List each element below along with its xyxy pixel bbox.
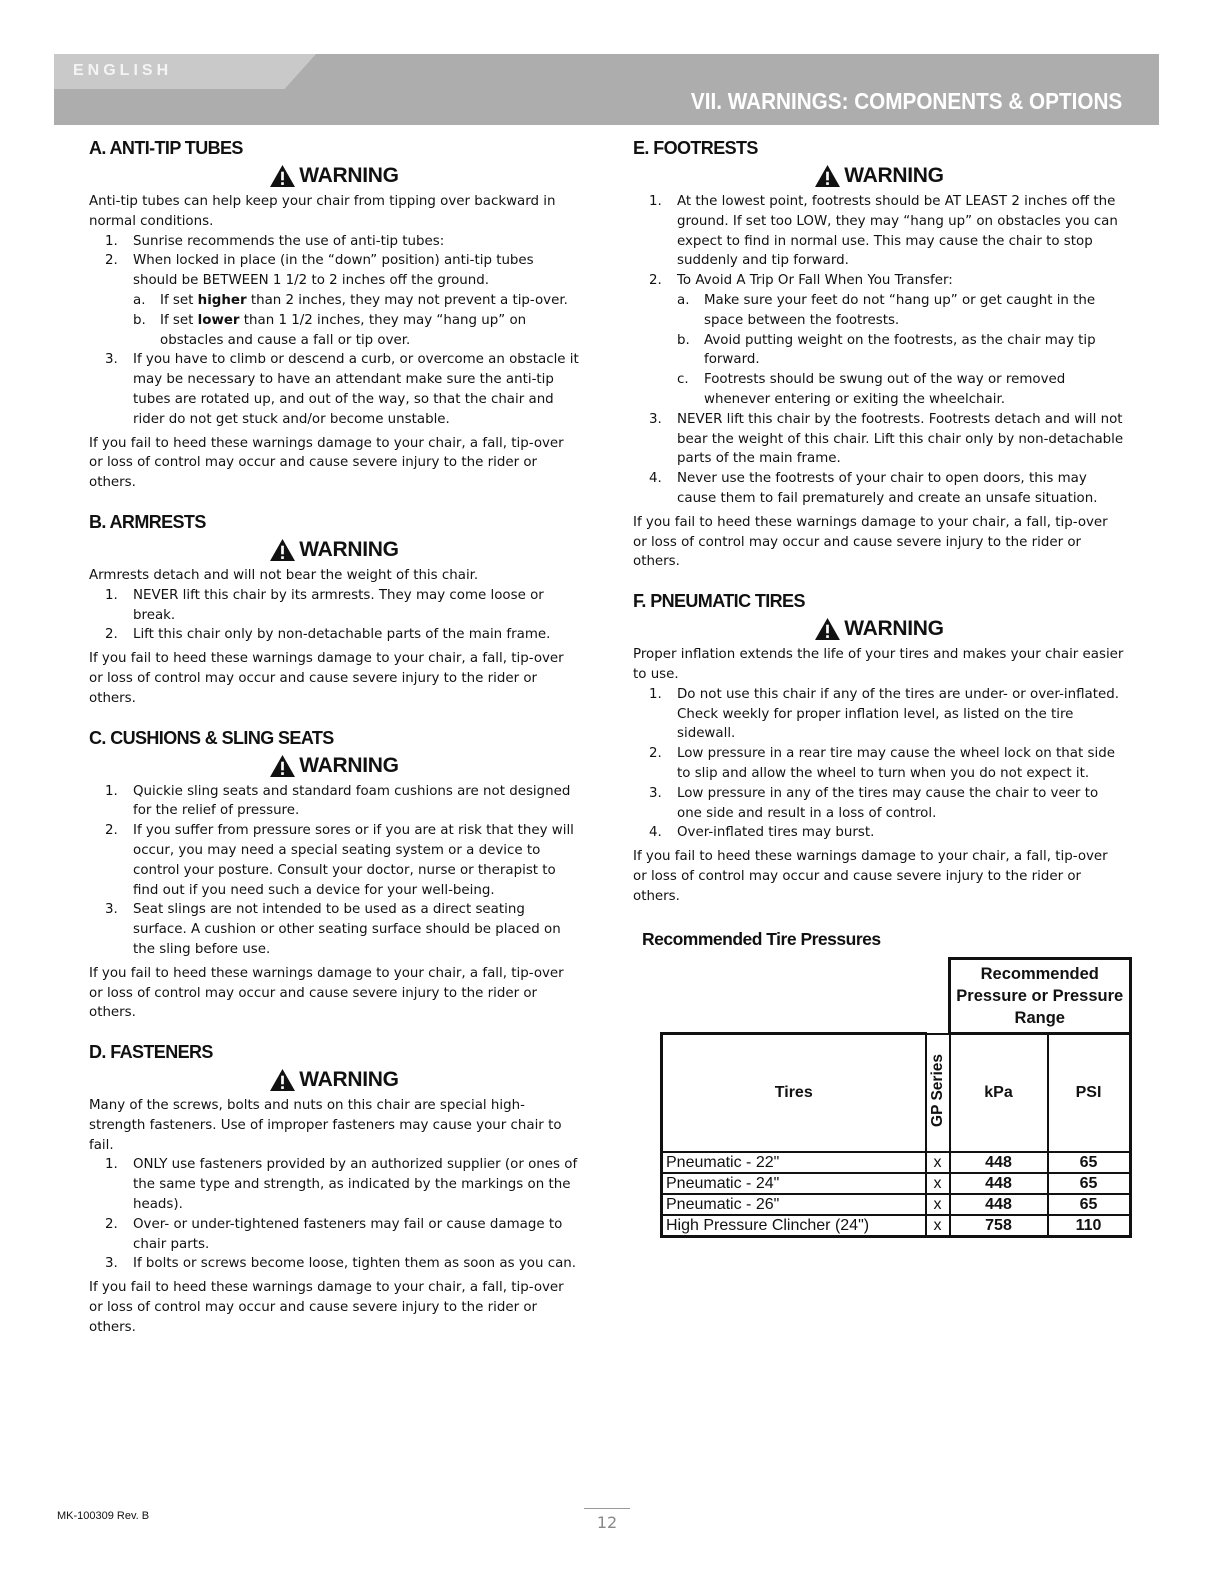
warning-banner [89, 538, 579, 562]
section-heading: E. FOOTRESTS [633, 138, 758, 158]
warning-label: WARNING [299, 538, 399, 562]
page-number: 12 [584, 1508, 630, 1532]
section-armrests [89, 510, 579, 709]
warning-triangle-icon [269, 754, 296, 778]
list-item: 2. When locked in place (in the “down” position) anti-tip tubes should be BETWEEN 1 1/2 to 2 inches off the ground. a. If set higher than 2 inches, they may not prevent a tip-over. b. If set lower than 1 1/2 inches, they may “hang up” on obstacles and cause a fall or tip over. [89, 251, 579, 350]
section-intro: Armrests detach and will not bear the weight of this chair. [89, 567, 479, 583]
column-header-psi: PSI [1048, 1034, 1131, 1153]
warning-triangle-icon [814, 617, 841, 641]
consequence-text: If you fail to heed these warnings damage to your chair, a fall, tip-over or loss of control may occur and cause severe injury to the rider or others. [633, 514, 1108, 570]
section-heading: D. FASTENERS [89, 1042, 213, 1063]
warning-label: WARNING [299, 753, 399, 777]
warning-banner [89, 1068, 579, 1092]
section-anti-tip-tubes [89, 136, 579, 493]
list-item: 2. If you suffer from pressure sores or if you are at risk that they will occur, you may need a special seating system or a device to control your posture. Consult your doctor, nurse or therapist to find out if you need such a device for your well-being. [105, 823, 574, 898]
language-label: ENGLISH [73, 62, 173, 79]
list-item: 3. If you have to climb or descend a curb, or overcome an obstacle it may be necessary to have an attendant make sure the anti-tip tubes are rotated up, and out of the way, so that the chair and rider do not get stuck and/or become unstable. [105, 352, 579, 427]
section-heading: B. ARMRESTS [89, 511, 206, 532]
left-column [89, 136, 579, 1338]
sub-list-item: b. If set lower than 1 1/2 inches, they may “hang up” on obstacles and cause a fall or tip over. [133, 312, 527, 348]
column-header-series: GP Series [926, 1034, 950, 1153]
warning-triangle-icon [269, 538, 296, 562]
page-title: VII. WARNINGS: COMPONENTS & OPTIONS [690, 88, 1122, 114]
list-item: 1. Sunrise recommends the use of anti-tip tubes: [105, 233, 445, 249]
sub-list-item: a. If set higher than 2 inches, they may not prevent a tip-over. [133, 292, 568, 308]
warning-label: WARNING [844, 617, 944, 641]
numbered-list [633, 192, 1125, 509]
list-item: 1. Do not use this chair if any of the tires are under- or over-inflated. Check weekly for proper inflation level, as listed on the tire sidewall. [649, 686, 1119, 742]
warning-label: WARNING [299, 1068, 399, 1092]
list-item: 3. If bolts or screws become loose, tighten them as soon as you can. [105, 1256, 577, 1272]
warning-banner [89, 164, 579, 188]
numbered-list [89, 782, 579, 960]
list-item: 3. NEVER lift this chair by the footrests. Footrests detach and will not bear the weight of this chair. Lift this chair only by non-detachable parts of the main frame. [649, 411, 1124, 467]
list-item: 1. NEVER lift this chair by its armrests. They may come loose or break. [105, 587, 544, 623]
list-item: 2. Low pressure in a rear tire may cause the wheel lock on that side to slip and allow the wheel to turn when you do not expect it. [649, 746, 1115, 781]
warning-triangle-icon [814, 164, 841, 188]
sub-list-item: b. Avoid putting weight on the footrests, as the chair may tip forward. [677, 332, 1096, 368]
group-header: Recommended Pressure or Pressure Range [950, 959, 1131, 1034]
section-heading: F. PNEUMATIC TIRES [633, 591, 805, 612]
warning-label: WARNING [299, 164, 399, 188]
sub-list [677, 291, 1125, 410]
numbered-list [633, 685, 1125, 843]
consequence-text: If you fail to heed these warnings damage to your chair, a fall, tip-over or loss of control may occur and cause severe injury to the rider or others. [633, 849, 1108, 904]
table-row: Pneumatic - 22" x 448 65 [662, 1152, 1131, 1173]
table-row: Pneumatic - 26" x 448 65 [662, 1194, 1131, 1215]
sub-list-item: c. Footrests should be swung out of the way or removed whenever entering or exiting the wheelchair. [677, 372, 1066, 407]
section-fasteners [89, 1040, 579, 1338]
sub-list-item: a. Make sure your feet do not “hang up” or get caught in the space between the footrests. [677, 292, 1096, 328]
tire-pressure-table [660, 957, 1132, 1238]
section-footrests [633, 136, 1125, 572]
consequence-text: If you fail to heed these warnings damage to your chair, a fall, tip-over or loss of control may occur and cause severe injury to the rider or others. [89, 965, 564, 1021]
list-item: 4. Over-inflated tires may burst. [649, 825, 875, 841]
warning-triangle-icon [269, 1068, 296, 1092]
section-intro: Many of the screws, bolts and nuts on this chair are special high-strength fasteners. Use of improper fasteners may cause your chair to fail. [89, 1098, 562, 1153]
list-item: 2. Lift this chair only by non-detachable parts of the main frame. [105, 627, 551, 643]
warning-label: WARNING [844, 164, 944, 188]
section-intro: Proper inflation extends the life of your tires and makes your chair easier to use. [633, 647, 1124, 682]
section-cushions-sling-seats [89, 726, 579, 1024]
list-item: 3. Seat slings are not intended to be used as a direct seating surface. A cushion or other seating surface should be placed on the sling before use. [105, 902, 561, 957]
column-header-kpa: kPa [950, 1034, 1048, 1153]
numbered-list [89, 1155, 579, 1274]
warning-triangle-icon [269, 164, 296, 188]
sub-list [133, 291, 579, 350]
numbered-list [89, 586, 579, 645]
section-pneumatic-tires [633, 589, 1125, 906]
table-row: Pneumatic - 24" x 448 65 [662, 1173, 1131, 1194]
consequence-text: If you fail to heed these warnings damage to your chair, a fall, tip-over or loss of control may occur and cause severe injury to the rider or others. [89, 1280, 564, 1335]
table-row: High Pressure Clincher (24") x 758 110 [662, 1215, 1131, 1237]
list-item: 4. Never use the footrests of your chair to open doors, this may cause them to fail prematurely and create an unsafe situation. [649, 471, 1098, 506]
section-heading: A. ANTI-TIP TUBES [89, 138, 243, 158]
consequence-text: If you fail to heed these warnings damage to your chair, a fall, tip-over or loss of control may occur and cause severe injury to the rider or others. [89, 435, 564, 491]
column-header-tires: Tires [662, 1034, 926, 1153]
consequence-text: If you fail to heed these warnings damage to your chair, a fall, tip-over or loss of control may occur and cause severe injury to the rider or others. [89, 651, 564, 706]
section-heading: C. CUSHIONS & SLING SEATS [89, 727, 334, 748]
table-title: Recommended Tire Pressures [642, 929, 881, 949]
list-item: 3. Low pressure in any of the tires may cause the chair to veer to one side and result in a loss of control. [649, 785, 1099, 821]
list-item: 2. To Avoid A Trip Or Fall When You Transfer: a. Make sure your feet do not “hang up” or get caught in the space between the footrests. b. Avoid putting weight on the footrests, as the chair may tip forward. c. Footrests should be swung out of the way or removed whenever entering or exiting the wheelchair. [633, 271, 1125, 410]
list-item: 1. At the lowest point, footrests should be AT LEAST 2 inches off the ground. If set too LOW, they may “hang up” on obstacles you can expect to find in normal use. This may cause the chair to stop suddenly and tip forward. [649, 194, 1118, 269]
right-column [633, 136, 1125, 907]
list-item: 1. Quickie sling seats and standard foam cushions are not designed for the relief of pressure. [105, 783, 571, 819]
list-item: 1. ONLY use fasteners provided by an authorized supplier (or ones of the same type and strength, as indicated by the markings on the heads). [105, 1157, 578, 1213]
warning-banner [89, 754, 579, 778]
document-number: MK-100309 Rev. B [57, 1510, 150, 1522]
warning-banner [633, 617, 1125, 641]
numbered-list [89, 232, 579, 430]
list-item: 2. Over- or under-tightened fasteners may fail or cause damage to chair parts. [105, 1216, 563, 1252]
section-intro: Anti-tip tubes can help keep your chair from tipping over backward in normal conditions. [89, 194, 556, 229]
warning-banner [633, 164, 1125, 188]
